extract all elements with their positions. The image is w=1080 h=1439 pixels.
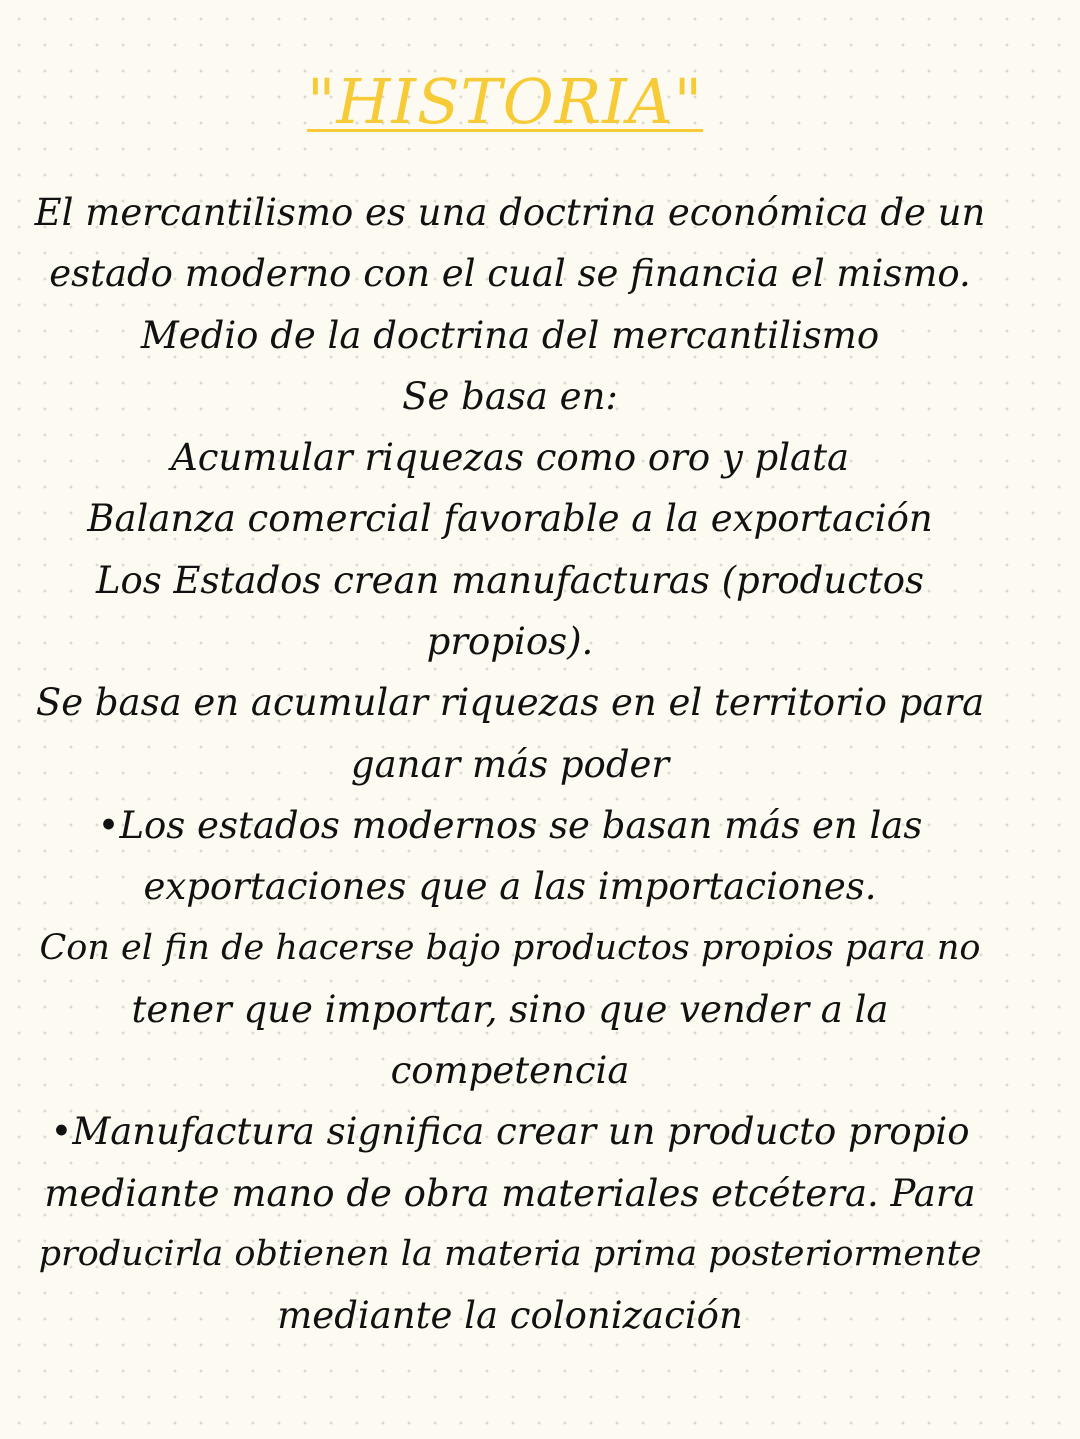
text-line: mediante mano de obra materiales etcétera. Para [44,1171,976,1215]
text-line: Medio de la doctrina del mercantilismo [140,313,880,357]
text-line: Se basa en: [402,374,618,418]
text-line: El mercantilismo es una doctrina económica de un [34,191,986,234]
text-line: Balanza comercial favorable a la exportación [87,497,933,541]
text-line: propios). [426,620,594,664]
text-line: mediante la colonización [277,1294,743,1338]
text-line: •Los estados modernos se basan más en las [97,803,923,847]
text-line: ganar más poder [350,742,670,786]
text-line: competencia [390,1049,630,1093]
text-line: tener que importar, sino que vender a la [131,987,889,1031]
text-line: producirla obtienen la materia prima posteriormente [38,1234,982,1275]
text-line: Los Estados crean manufacturas (productos [95,558,925,602]
text-line: Con el fin de hacerse bajo productos propios para no [39,927,981,968]
page-title [0,62,1010,142]
text-line: Se basa en acumular riquezas en el territorio para [35,681,985,725]
note-body [30,182,990,1347]
text-line: exportaciones que a las importaciones. [143,865,877,909]
text-line: estado moderno con el cual se financia el mismo. [49,252,971,296]
title-text: "HISTORIA" [306,65,704,138]
text-line: •Manufactura significa crear un producto propio [50,1110,970,1154]
text-line: Acumular riquezas como oro y plata [170,436,850,480]
